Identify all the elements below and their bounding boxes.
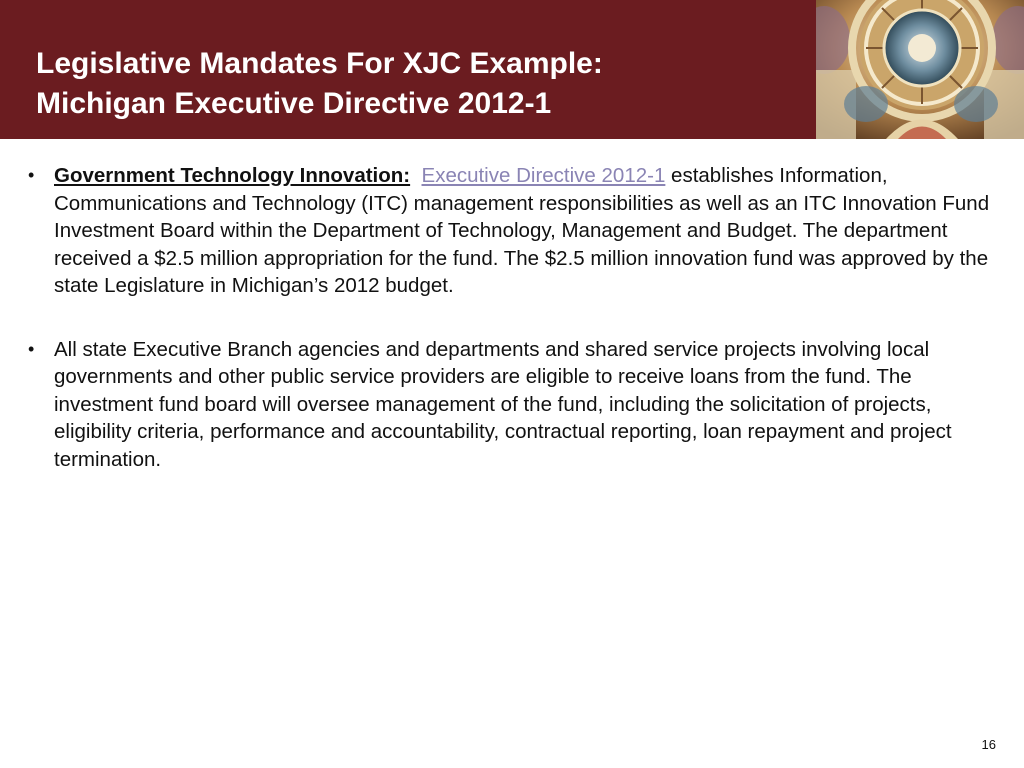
bullet-dot-icon: •	[28, 165, 35, 185]
bullet-lead: Government Technology Innovation:	[54, 164, 411, 187]
header-banner	[0, 0, 1024, 139]
bullet-item-2	[28, 336, 1003, 474]
bullet-text: All state Executive Branch agencies and departments and shared service projects involving local governments and other public service providers are eligible to receive loans from the fund. The investment fund board will oversee management of the fund, including the solicitation of projects, eligibility criteria, performance and accountability, contractual reporting, loan repayment and project termination.	[54, 337, 952, 471]
title-line-2: Michigan Executive Directive 2012-1	[36, 87, 552, 120]
bullet-dot-icon: •	[28, 338, 35, 359]
bullet-text: establishes Information, Communications and Technology (ITC) management responsibilities as well as an ITC Innovation Fund Investment Board within the Department of Technology, Management and Budget. The department received a $2.5 million appropriation for the fund. The $2.5 million innovation fund was approved by the state Legislature in Michigan’s 2012 budget.	[54, 164, 990, 297]
page-number: 16	[981, 737, 996, 752]
capitol-dome-image	[816, 0, 1024, 139]
bullet-item-1	[28, 162, 1003, 300]
executive-directive-link[interactable]: Executive Directive 2012-1	[421, 164, 666, 187]
slide-title	[36, 44, 796, 124]
title-line-1: Legislative Mandates For XJC Example:	[36, 47, 603, 80]
bullet-list	[28, 162, 1003, 473]
